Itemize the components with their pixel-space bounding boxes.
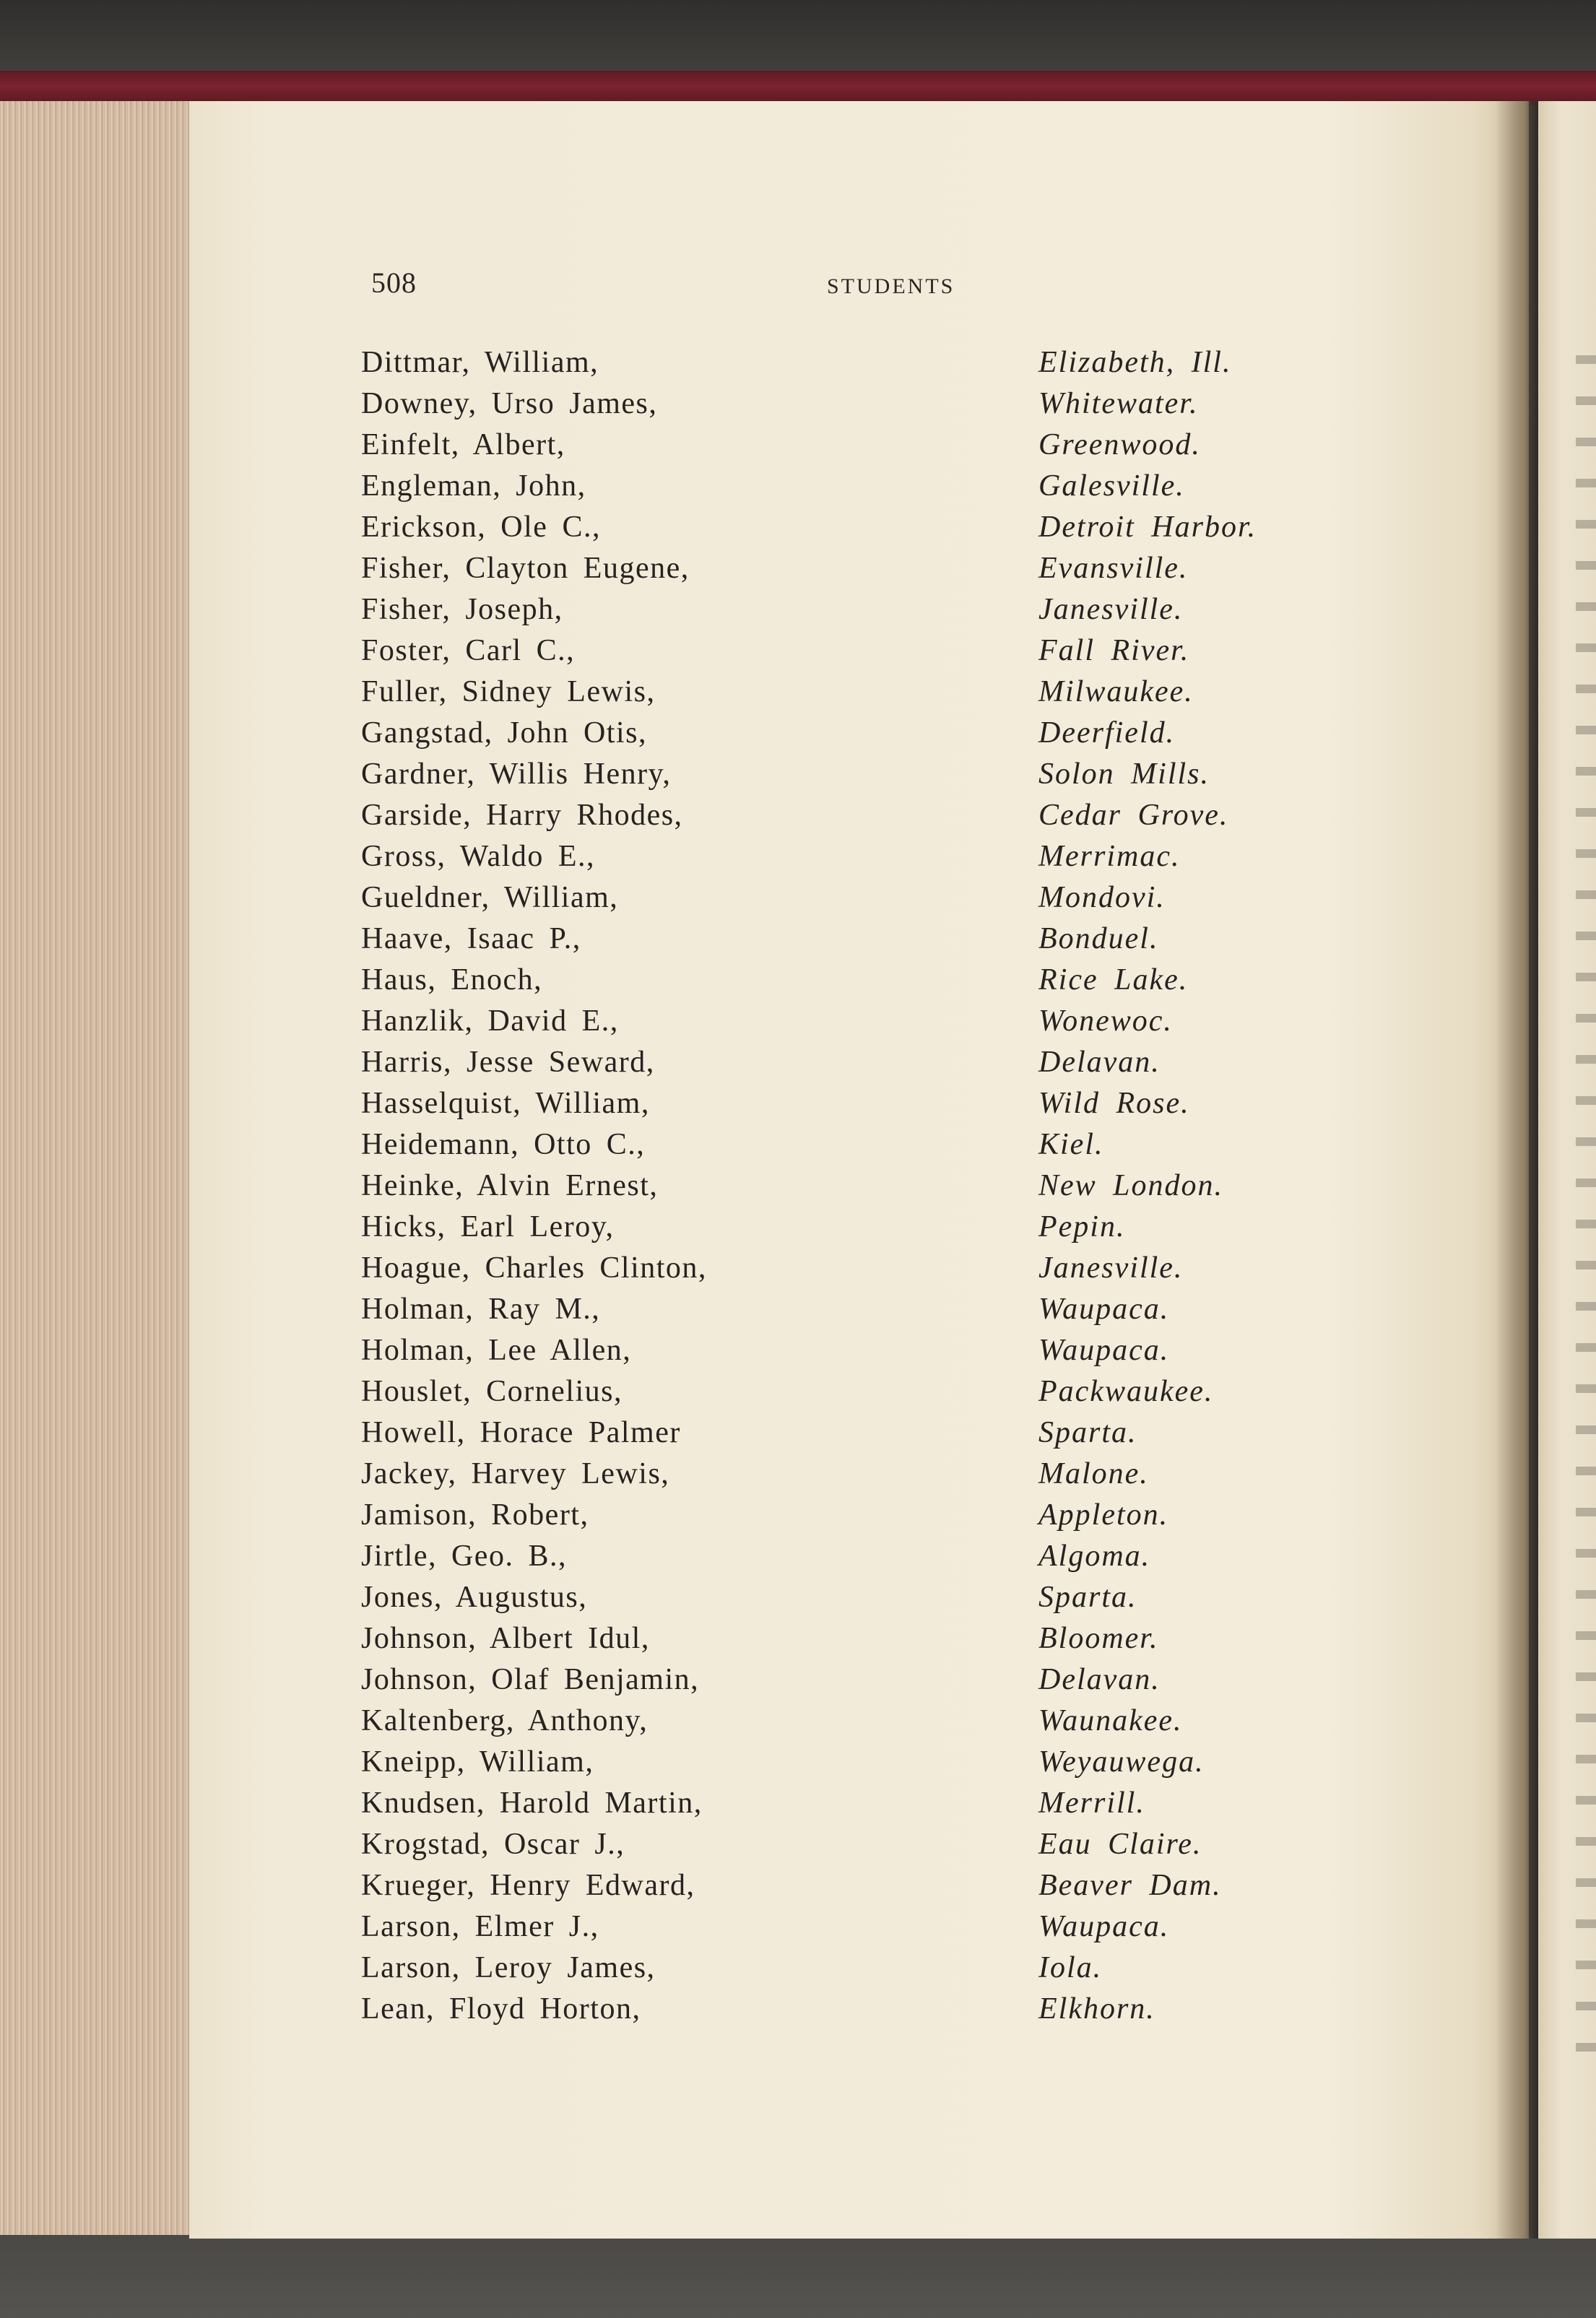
- student-name: Krueger, Henry Edward,: [361, 1869, 695, 1902]
- student-hometown: Packwaukee.: [1038, 1375, 1214, 1408]
- student-name: Haus, Enoch,: [361, 963, 543, 997]
- page-number: 508: [371, 266, 417, 299]
- student-hometown: Rice Lake.: [1038, 963, 1189, 997]
- student-name: Kneipp, William,: [361, 1745, 594, 1779]
- book-bottom-shadow: [0, 2235, 1596, 2318]
- student-name: Fuller, Sidney Lewis,: [361, 675, 656, 708]
- student-hometown: Waupaca.: [1038, 1334, 1170, 1367]
- student-hometown: Beaver Dam.: [1038, 1869, 1222, 1902]
- student-hometown: Delavan.: [1038, 1046, 1161, 1079]
- student-name: Gardner, Willis Henry,: [361, 758, 672, 791]
- student-entry: [361, 1662, 1372, 1703]
- student-hometown: Algoma.: [1038, 1540, 1151, 1573]
- student-entry: [361, 1168, 1372, 1210]
- student-hometown: Appleton.: [1038, 1498, 1169, 1532]
- student-name: Kaltenberg, Anthony,: [361, 1704, 649, 1737]
- student-hometown: Solon Mills.: [1038, 758, 1210, 791]
- student-entry: [361, 1703, 1372, 1745]
- student-name: Heidemann, Otto C.,: [361, 1128, 646, 1161]
- student-hometown: Wild Rose.: [1038, 1087, 1190, 1120]
- student-entry: [361, 1045, 1372, 1086]
- student-name: Johnson, Olaf Benjamin,: [361, 1663, 700, 1696]
- student-entry: [361, 1909, 1372, 1950]
- student-hometown: Delavan.: [1038, 1663, 1161, 1696]
- student-name: Holman, Ray M.,: [361, 1293, 601, 1326]
- student-name: Larson, Elmer J.,: [361, 1910, 599, 1943]
- student-name: Jirtle, Geo. B.,: [361, 1540, 567, 1573]
- student-hometown: Waunakee.: [1038, 1704, 1183, 1737]
- student-hometown: Cedar Grove.: [1038, 799, 1229, 832]
- student-name: Engleman, John,: [361, 469, 586, 503]
- student-name: Hanzlik, David E.,: [361, 1004, 619, 1038]
- student-name: Gueldner, William,: [361, 881, 619, 914]
- student-hometown: Kiel.: [1038, 1128, 1104, 1161]
- student-entry: [361, 798, 1372, 839]
- student-entry: [361, 1868, 1372, 1909]
- student-hometown: Merrimac.: [1038, 840, 1181, 873]
- student-hometown: Sparta.: [1038, 1416, 1137, 1449]
- student-hometown: Bonduel.: [1038, 922, 1159, 955]
- student-hometown: Janesville.: [1038, 1251, 1184, 1285]
- student-hometown: Evansville.: [1038, 552, 1189, 585]
- student-hometown: Elizabeth, Ill.: [1038, 346, 1232, 379]
- student-entry: [361, 674, 1372, 716]
- student-name: Garside, Harry Rhodes,: [361, 799, 683, 832]
- student-hometown: Galesville.: [1038, 469, 1185, 503]
- running-head: STUDENTS: [827, 274, 955, 298]
- student-entry: [361, 386, 1372, 427]
- student-entry: [361, 1415, 1372, 1457]
- student-hometown: Waupaca.: [1038, 1910, 1170, 1943]
- student-hometown: Elkhorn.: [1038, 1992, 1155, 2026]
- student-entry: [361, 1539, 1372, 1580]
- student-hometown: Merrill.: [1038, 1787, 1145, 1820]
- student-name: Krogstad, Oscar J.,: [361, 1828, 625, 1861]
- student-name: Larson, Leroy James,: [361, 1951, 656, 1984]
- student-hometown: Milwaukee.: [1038, 675, 1194, 708]
- student-name: Heinke, Alvin Ernest,: [361, 1169, 659, 1202]
- student-list: [361, 345, 1372, 2033]
- student-hometown: Pepin.: [1038, 1210, 1126, 1243]
- student-name: Knudsen, Harold Martin,: [361, 1787, 703, 1820]
- student-entry: [361, 1580, 1372, 1621]
- student-name: Hicks, Earl Leroy,: [361, 1210, 615, 1243]
- student-entry: [361, 1333, 1372, 1374]
- student-name: Jones, Augustus,: [361, 1581, 588, 1614]
- student-entry: [361, 1086, 1372, 1127]
- student-hometown: Weyauwega.: [1038, 1745, 1205, 1779]
- student-entry: [361, 921, 1372, 963]
- student-name: Howell, Horace Palmer: [361, 1416, 681, 1449]
- student-name: Foster, Carl C.,: [361, 634, 576, 667]
- student-entry: [361, 1127, 1372, 1168]
- student-hometown: Wonewoc.: [1038, 1004, 1173, 1038]
- student-entry: [361, 633, 1372, 674]
- student-hometown: New London.: [1038, 1169, 1224, 1202]
- student-hometown: Waupaca.: [1038, 1293, 1170, 1326]
- student-entry: [361, 551, 1372, 592]
- student-name: Jamison, Robert,: [361, 1498, 589, 1532]
- student-entry: [361, 510, 1372, 551]
- student-entry: [361, 1004, 1372, 1045]
- student-entry: [361, 427, 1372, 469]
- student-entry: [361, 1251, 1372, 1292]
- gutter-shadow: [1495, 101, 1538, 2239]
- student-entry: [361, 592, 1372, 633]
- student-hometown: Janesville.: [1038, 593, 1184, 626]
- student-hometown: Detroit Harbor.: [1038, 511, 1257, 544]
- student-hometown: Eau Claire.: [1038, 1828, 1202, 1861]
- student-entry: [361, 1621, 1372, 1662]
- student-name: Einfelt, Albert,: [361, 428, 565, 461]
- student-entry: [361, 1210, 1372, 1251]
- student-hometown: Greenwood.: [1038, 428, 1201, 461]
- student-name: Jackey, Harvey Lewis,: [361, 1457, 670, 1490]
- student-name: Dittmar, William,: [361, 346, 599, 379]
- student-entry: [361, 1374, 1372, 1415]
- student-hometown: Sparta.: [1038, 1581, 1137, 1614]
- student-name: Hasselquist, William,: [361, 1087, 650, 1120]
- student-entry: [361, 1292, 1372, 1333]
- student-entry: [361, 1457, 1372, 1498]
- student-name: Hoague, Charles Clinton,: [361, 1251, 707, 1285]
- student-name: Houslet, Cornelius,: [361, 1375, 623, 1408]
- student-hometown: Malone.: [1038, 1457, 1149, 1490]
- book-cover-edge: [0, 71, 1596, 105]
- student-name: Harris, Jesse Seward,: [361, 1046, 655, 1079]
- student-hometown: Mondovi.: [1038, 881, 1166, 914]
- student-entry: [361, 716, 1372, 757]
- student-entry: [361, 880, 1372, 921]
- student-entry: [361, 1498, 1372, 1539]
- student-name: Fisher, Clayton Eugene,: [361, 552, 690, 585]
- student-hometown: Whitewater.: [1038, 387, 1199, 420]
- student-name: Erickson, Ole C.,: [361, 511, 601, 544]
- facing-page-text-fragments: [1576, 339, 1596, 2072]
- student-hometown: Bloomer.: [1038, 1622, 1159, 1655]
- student-hometown: Fall River.: [1038, 634, 1190, 667]
- student-name: Holman, Lee Allen,: [361, 1334, 632, 1367]
- student-entry: [361, 1827, 1372, 1868]
- student-entry: [361, 1950, 1372, 1992]
- page-stack-edges: [0, 101, 191, 2239]
- student-entry: [361, 345, 1372, 386]
- student-name: Haave, Isaac P.,: [361, 922, 581, 955]
- student-hometown: Iola.: [1038, 1951, 1103, 1984]
- student-name: Fisher, Joseph,: [361, 593, 563, 626]
- student-name: Gross, Waldo E.,: [361, 840, 595, 873]
- student-entry: [361, 1745, 1372, 1786]
- student-entry: [361, 469, 1372, 510]
- student-entry: [361, 963, 1372, 1004]
- student-name: Johnson, Albert Idul,: [361, 1622, 650, 1655]
- student-name: Gangstad, John Otis,: [361, 716, 647, 750]
- student-entry: [361, 1992, 1372, 2033]
- student-name: Downey, Urso James,: [361, 387, 658, 420]
- student-entry: [361, 1786, 1372, 1827]
- student-entry: [361, 839, 1372, 880]
- student-entry: [361, 757, 1372, 798]
- student-hometown: Deerfield.: [1038, 716, 1176, 750]
- student-name: Lean, Floyd Horton,: [361, 1992, 641, 2026]
